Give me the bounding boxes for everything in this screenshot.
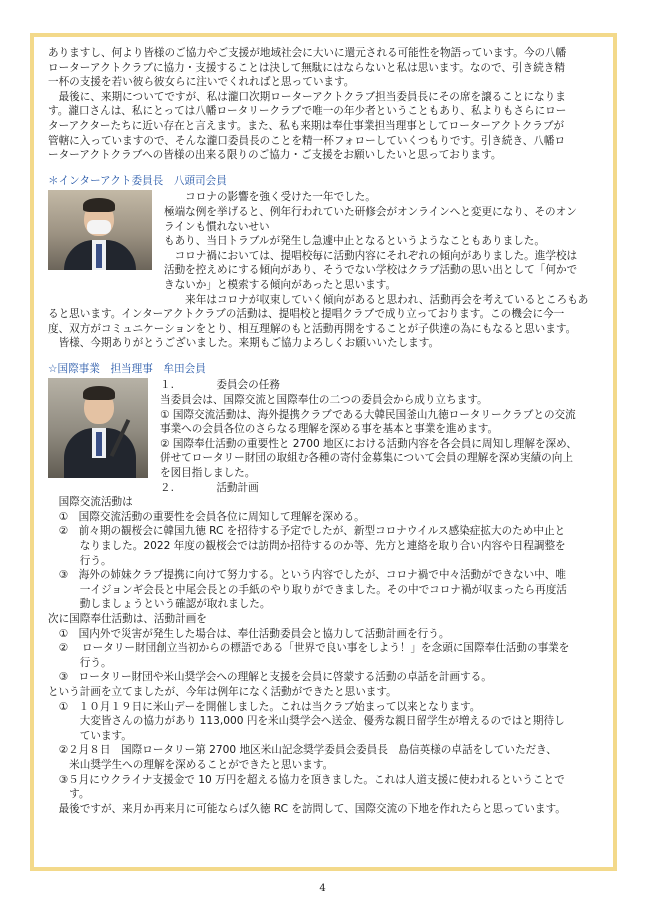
speaker-photo-yatogashi — [48, 190, 152, 270]
text-line: 米山奨学生への理解を深めることができたと思います。 — [48, 758, 334, 771]
page-number: 4 — [319, 883, 326, 894]
text-line: ターアクターたちに近い存在と言えます。また、私も来期は奉仕事業担当理事としてローターアクトクラブが — [48, 119, 565, 132]
text-line: ありますし、何より皆様のご協力やご支援が地域社会に大いに還元される可能性を物語っています。今の八幡 — [48, 47, 567, 59]
text-line: 大変皆さんの協力があり 113,000 円を米山奨学会へ送金、優秀な親日留学生が増えるのではと期待し — [48, 715, 565, 728]
speaker-photo-muta — [48, 378, 148, 478]
text-line: 行う。 — [48, 554, 112, 567]
text-line: ① 国際交流活動は、海外提携クラブである大韓民国釜山九徳ロータリークラブとの交流 — [160, 408, 576, 421]
text-line: ② ロータリー財団創立当初からの標語である「世界で良い事をしよう！」を念頭に国際奉仕活動の事業を — [48, 642, 570, 655]
text-line: 国際交流活動は — [48, 496, 133, 509]
text-line: ると思います。インターアクトクラブの活動は、提唱校と提唱クラブで成り立っております。この機会に今一 — [48, 308, 565, 321]
text-line: 一杯の支援を若い彼ら彼女らに注いでくれればと思っています。 — [48, 76, 355, 89]
text-line: 次に国際奉仕活動は、活動計画を — [48, 612, 207, 625]
text-line: コロナ禍においては、提唱校毎に活動内容にそれぞれの傾向がありました。進学校は — [164, 249, 578, 262]
text-line: ローターアクトクラブに協力・支援することは決して無駄にはならないと私は思います。なので、引き続き精 — [48, 61, 565, 74]
page-frame — [30, 33, 617, 871]
text-line: 併せてロータリー財団の取組む各種の寄付金募集について会員の理解を深め実績の向上 — [160, 452, 573, 465]
text-line: ③５月にウクライナ支援金で 10 万円を超える協力を頂きました。これは人道支援に使われるということで — [48, 773, 565, 786]
text-line: を図目指しました。 — [160, 467, 256, 480]
text-line: ています。 — [48, 729, 132, 742]
text-line: ① 国内外で災害が発生した場合は、奉仕活動委員会と協力して活動計画を行う。 — [48, 627, 450, 640]
text-line: ③ 海外の姉妹クラブ提携に向けて努力する。という内容でしたが、コロナ禍で中々活動ができない中、唯 — [48, 569, 566, 582]
text-line: 最後ですが、来月か再来月に可能ならば久徳 RC を訪問して、国際交流の下地を作れたらと思っています。 — [48, 802, 566, 815]
text-line: 極端な例を挙げると、例年行われていた研修会がオンラインへと変更になり、そのオン — [164, 205, 577, 218]
text-line: ② 国際奉仕活動の重要性と 2700 地区における活動内容を各会員に周知し理解を深め、 — [160, 437, 577, 450]
text-line: ① 国際交流活動の重要性を会員各位に周知して理解を深める。 — [48, 510, 365, 523]
text-line: １. 委員会の任務 — [160, 379, 280, 392]
text-line: 動しましょうという確認が取れました。 — [48, 598, 271, 611]
text-line: という計画を立てましたが、今年は例年になく活動ができたと思います。 — [48, 685, 397, 698]
text-line: コロナの影響を強く受けた一年でした。 — [164, 191, 376, 204]
text-line: す。 — [48, 788, 90, 801]
text-line: 来年はコロナが収束していく傾向があると思われ、活動再会を考えているところもあ — [164, 293, 589, 306]
text-line: 皆様、今期ありがとうございました。来期もご協力よろしくお願いいたします。 — [48, 337, 440, 350]
text-line: ②２月８日 国際ロータリー第 2700 地区米山記念奨学委員会委員長 島信英様の卓話をしていただき、 — [48, 744, 557, 757]
intro-text — [48, 46, 601, 163]
text-line: 度、双方がコミュニケーションをとり、相互理解のもと活動再開をすることが子供達の為にもなると思います。 — [48, 322, 577, 335]
text-line: ーターアクトクラブへの皆様の出来る限りのご協力・ご支援をお願いしたいと思っております。 — [48, 149, 502, 162]
text-line: 活動を控えめにする傾向があり、そうでない学校はクラブ活動の思い出として「何かで — [164, 264, 578, 277]
text-line: 一イジョンギ会長と中尾会長との手紙のやり取りができました。その中でコロナ禍が収まったら再度活 — [48, 583, 567, 596]
text-line: す。瀧口さんは、私にとっては八幡ロータリークラブで唯一の年少者ということもあり、私よりもさらにロー — [48, 105, 567, 118]
intl-section — [48, 378, 601, 816]
text-line: 当委員会は、国際交流と国際奉仕の二つの委員会から成り立ちます。 — [160, 394, 488, 407]
text-line: もあり、当日トラブルが発生し急遽中止となるというようなこともありました。 — [164, 235, 545, 248]
text-line: 行う。 — [48, 656, 112, 669]
interact-heading: ＊インターアクト委員長 八頭司会員 — [48, 174, 227, 187]
interact-section — [48, 190, 601, 351]
text-line: ２. 活動計画 — [160, 481, 259, 494]
text-line: ③ ロータリー財団や米山奨学会への理解と支援を会員に啓蒙する活動の卓話を計画する。 — [48, 671, 492, 684]
text-line: ラインも慣れないせい — [164, 220, 270, 233]
text-line: きないか」と模索する傾向があったと思います。 — [164, 278, 397, 291]
text-line: ② 前々期の観桜会に韓国九徳 RC を招待する予定でしたが、新型コロナウイルス感染症拡大のため中止と — [48, 525, 566, 538]
text-line: なりました。2022 年度の観桜会では訪問か招待するのか等、先方と連絡を取り合い内容や日程調整を — [48, 540, 566, 552]
text-line: ① １０月１９日に米山デーを開催しました。これは当クラブ始まって以来となります。 — [48, 700, 481, 713]
text-line: 管轄に入っていますので、そんな瀧口委員長のことを精一杯フォローしていくつもりです。引き続き、八幡ロ — [48, 134, 566, 147]
text-line: 事業への会員各位のさらなる理解を深める事を基本と事業を進めます。 — [160, 423, 499, 436]
intl-heading: ☆国際事業 担当理事 牟田会員 — [48, 362, 206, 375]
text-line: 最後に、来期についてですが、私は瀧口次期ローターアクトクラブ担当委員長にその席を譲ることになりま — [48, 90, 566, 103]
